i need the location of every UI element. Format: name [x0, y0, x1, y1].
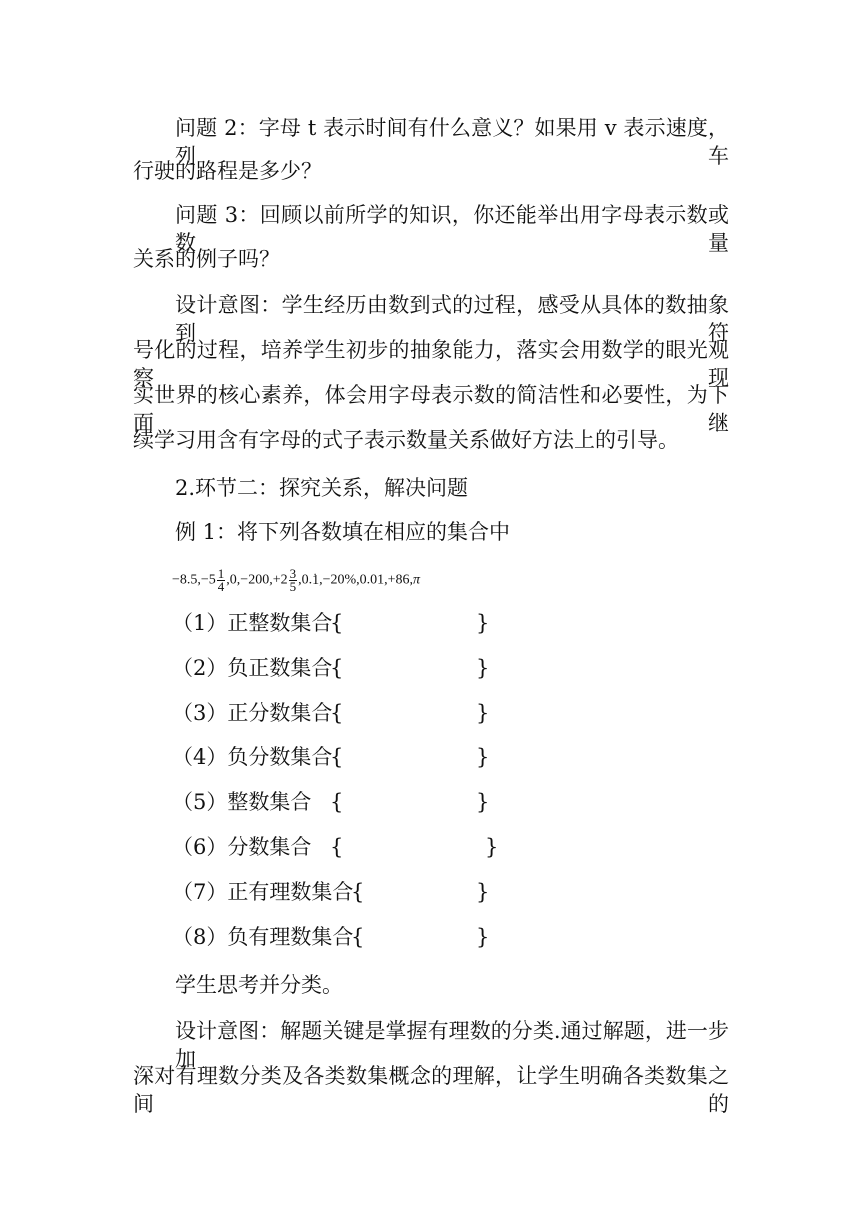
example-1-prompt: 例 1：将下列各数填在相应的集合中	[175, 520, 511, 544]
set-label-8: （8）负有理数集合	[172, 925, 354, 949]
question-2-line-2: 行驶的路程是多少？	[133, 159, 322, 183]
set-close-brace-6: }	[485, 835, 499, 859]
set-label-1: （1）正整数集合	[172, 611, 333, 635]
design-intent-1-line-3: 实世界的核心素养，体会用字母表示数的简洁性和必要性，为下面继	[133, 383, 729, 435]
set-label-2: （2）负正数集合	[172, 656, 333, 680]
formula-part: −8.5,−5	[172, 572, 216, 588]
design-intent-1-line-1: 设计意图：学生经历由数到式的过程，感受从具体的数抽象到符	[175, 293, 729, 345]
fraction-one-quarter	[217, 568, 226, 593]
formula-part: ,0,−200,+2	[226, 572, 288, 588]
design-intent-1-line-2: 号化的过程，培养学生初步的抽象能力，落实会用数学的眼光观察现	[133, 338, 729, 390]
set-close-brace-5: }	[476, 790, 490, 814]
set-open-brace-3: {	[330, 701, 344, 725]
set-close-brace-3: }	[476, 701, 490, 725]
set-close-brace-2: }	[476, 656, 490, 680]
set-open-brace-6: {	[330, 835, 344, 859]
set-close-brace-4: }	[476, 745, 490, 769]
set-label-5: （5）整数集合	[172, 790, 312, 814]
fraction-denominator: 4	[217, 579, 225, 594]
set-open-brace-8: {	[351, 925, 365, 949]
set-open-brace-7: {	[351, 880, 365, 904]
set-close-brace-1: }	[476, 611, 490, 635]
set-label-3: （3）正分数集合	[172, 701, 333, 725]
students-activity: 学生思考并分类。	[175, 973, 343, 997]
set-open-brace-1: {	[330, 611, 344, 635]
fraction-three-fifths	[289, 568, 298, 593]
section-2-heading: 2.环节二：探究关系，解决问题	[175, 476, 469, 500]
set-close-brace-7: }	[476, 880, 490, 904]
question-3-line-1: 问题 3：回顾以前所学的知识，你还能举出用字母表示数或数量	[175, 203, 729, 255]
formula-part: ,0.	[298, 572, 313, 588]
number-list-formula	[172, 568, 420, 593]
fraction-denominator: 5	[289, 579, 297, 594]
set-label-4: （4）负分数集合	[172, 745, 333, 769]
design-intent-2-line-2: 深对有理数分类及各类数集概念的理解，让学生明确各类数集之间的	[133, 1064, 729, 1116]
question-2-line-1: 问题 2：字母 t 表示时间有什么意义？如果用 v 表示速度，列车	[175, 116, 729, 168]
fraction-numerator: 1	[217, 566, 225, 581]
set-close-brace-8: }	[476, 925, 490, 949]
design-intent-2-line-1: 设计意图：解题关键是掌握有理数的分类.通过解题，进一步加	[175, 1019, 729, 1071]
design-intent-1-line-4: 续学习用含有字母的式子表示数量关系做好方法上的引导。	[133, 428, 679, 452]
fraction-numerator: 3	[289, 566, 297, 581]
set-label-7: （7）正有理数集合	[172, 880, 354, 904]
question-3-line-2: 关系的例子吗？	[133, 247, 280, 271]
pi-symbol: π	[413, 572, 421, 588]
set-open-brace-4: {	[330, 745, 344, 769]
set-open-brace-5: {	[330, 790, 344, 814]
repeating-decimal-digit: 1 ·	[312, 573, 319, 588]
set-label-6: （6）分数集合	[172, 835, 312, 859]
set-open-brace-2: {	[330, 656, 344, 680]
formula-part: ,−20%,0.01,+86,	[319, 572, 414, 588]
